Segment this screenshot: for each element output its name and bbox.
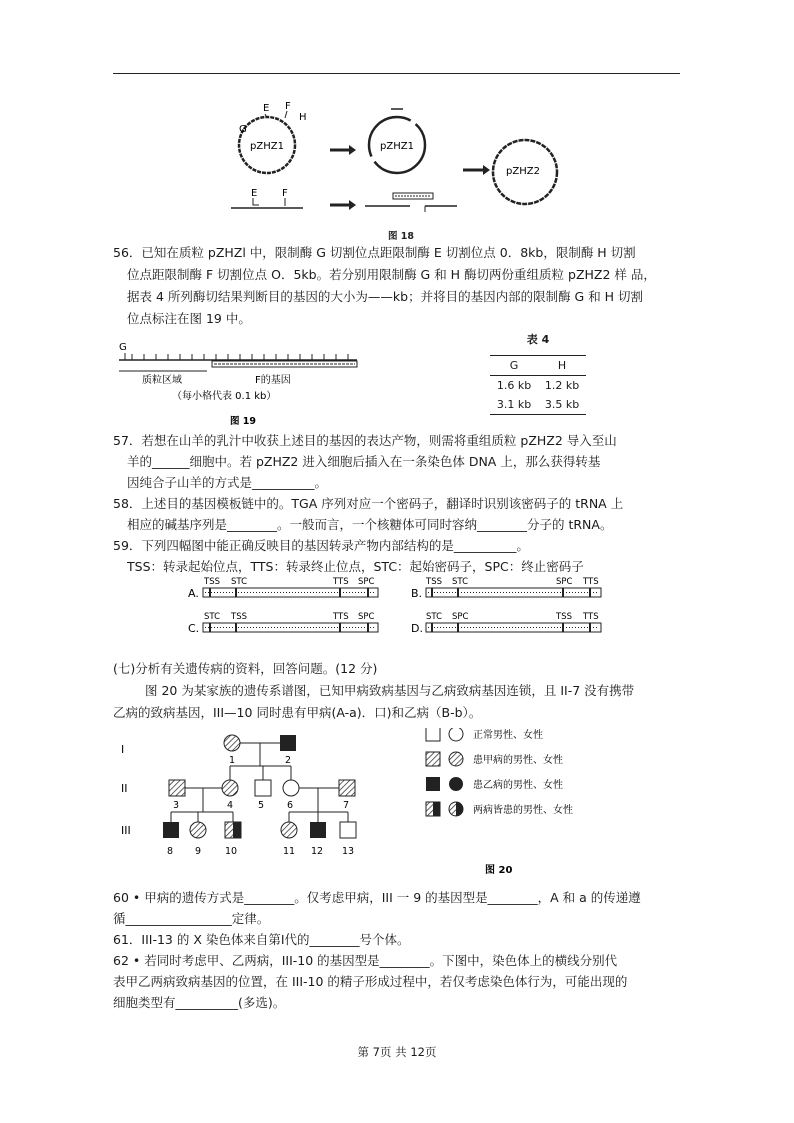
- legend-disease-b: 患乙病的男性、女性: [473, 780, 563, 791]
- plasmid-region-label: 质粒区域: [142, 375, 182, 386]
- svg-text:SPC: SPC: [358, 577, 375, 587]
- header-rule: [113, 73, 680, 74]
- q62-line-2: 表甲乙两病致病基因的位置，在 III-10 的精子形成过程中，若仅考虑染色体行为，可能出现的: [113, 974, 628, 989]
- site-h-label: H: [299, 112, 307, 123]
- generation-iii-label: III: [121, 824, 131, 837]
- q57-line-2: 羊的______细胞中。若 pZHZ2 进入细胞后插入在一条染色体 DNA 上，那么获得转基: [127, 454, 601, 469]
- svg-text:11: 11: [283, 846, 296, 857]
- individual-ii-3: [169, 780, 185, 796]
- site-g-label: G: [239, 124, 247, 135]
- fig19-g-label: G: [119, 342, 127, 353]
- svg-text:TTS: TTS: [583, 612, 599, 622]
- svg-text:TSS: TSS: [426, 577, 442, 587]
- q57-line-1: 57．若想在山羊的乳汁中收获上述目的基因的表达产物，则需将重组质粒 pZHZ2 导入至山: [113, 433, 617, 448]
- svg-text:TSS: TSS: [231, 612, 247, 622]
- q62-line-1: 62 • 若同时考虑甲、乙两病，III-10 的基因型是________。下图中，染色体上的横线分别代: [113, 953, 618, 968]
- svg-text:SPC: SPC: [358, 612, 375, 622]
- svg-text:STC: STC: [204, 612, 221, 622]
- svg-text:6: 6: [287, 800, 294, 811]
- table-4-caption: 表 4: [526, 333, 550, 346]
- svg-text:STC: STC: [231, 577, 248, 587]
- q58-line-1: 58．上述目的基因模板链中的。TGA 序列对应一个密码子，翻译时识别该密码子的 tRNA 上: [113, 496, 624, 511]
- figure-18-caption: 图 18: [388, 231, 415, 242]
- gene-label: F的基因: [255, 375, 291, 386]
- svg-text:13: 13: [342, 846, 355, 857]
- generation-ii-label: II: [121, 782, 128, 795]
- table-cell: 3.1 kb: [496, 398, 532, 411]
- option-c: [188, 612, 378, 635]
- svg-text:STC: STC: [426, 612, 443, 622]
- svg-text:10: 10: [225, 846, 238, 857]
- plasmid-3-label: pZHZ2: [506, 166, 540, 177]
- site-e-label: E: [263, 103, 270, 114]
- q56-line-2: 位点距限制酶 F 切割位点 O．5kb。若分别用限制酶 G 和 H 酶切两份重组质粒 pZHZ2 样 品，: [127, 267, 656, 282]
- svg-text:4: 4: [227, 800, 234, 811]
- svg-text:2: 2: [285, 755, 292, 766]
- individual-ii-7: [339, 780, 355, 796]
- svg-text:STC: STC: [452, 577, 469, 587]
- svg-text:TSS: TSS: [556, 612, 572, 622]
- q59-line-2: TSS：转录起始位点，TTS：转录终止位点，STC：起始密码子，SPC：终止密码子: [127, 559, 584, 574]
- q56-line-4: 位点标注在图 19 中。: [127, 311, 251, 326]
- option-c-letter: C.: [188, 622, 200, 635]
- svg-text:7: 7: [343, 800, 350, 811]
- svg-text:TSS: TSS: [204, 577, 220, 587]
- table-cell: 1.2 kb: [544, 379, 580, 392]
- frag-f-label: F: [282, 188, 288, 199]
- individual-i-2: [280, 735, 296, 751]
- q56-line-3: 据表 4 所列酶切结果判断目的基因的大小为——kb；并将目的基因内部的限制酶 G 和 H 切割: [127, 289, 644, 304]
- q58-line-2: 相应的碱基序列是________。一般而言，一个核糖体可同时容纳________分子的 tRNA。: [127, 517, 613, 532]
- svg-text:12: 12: [311, 846, 324, 857]
- table-row: [490, 395, 586, 414]
- table-header-h: H: [557, 359, 567, 372]
- svg-text:5: 5: [258, 800, 265, 811]
- table-cell: 1.6 kb: [496, 379, 532, 392]
- individual-iii-9: [190, 822, 206, 838]
- q60-line-1: 60 • 甲病的遗传方式是________。仅考虑甲病，III 一 9 的基因型是________，A 和 a 的传递遵: [113, 890, 641, 905]
- section-7-intro-1: 图 20 为某家族的遗传系谱图，已知甲病致病基因与乙病致病基因连锁，且 II-7 没有携带: [145, 683, 635, 698]
- svg-text:1: 1: [229, 755, 236, 766]
- individual-iii-13: [340, 822, 356, 838]
- figure-19: [117, 340, 367, 430]
- individual-iii-12: [310, 822, 326, 838]
- q56-line-1: 56．已知在质粒 pZHZl 中，限制酶 G 切割位点距限制酶 E 切割位点 0．8kb，限制酶 H 切割: [113, 245, 636, 260]
- q59-line-1: 59．下列四幅图中能正确反映目的基因转录产物内部结构的是__________。: [113, 538, 529, 553]
- q57-line-3: 因纯合子山羊的方式是__________。: [127, 475, 328, 490]
- q61-line-1: 61．III-13 的 X 染色体来自第Ⅰ代的________号个体。: [113, 932, 410, 947]
- individual-ii-4: [222, 780, 238, 796]
- section-7-title: (七)分析有关遗传病的资料，回答问题。(12 分): [113, 661, 378, 676]
- individual-iii-11: [281, 822, 297, 838]
- pedigree-legend: [426, 728, 573, 816]
- figure-20-pedigree: [113, 728, 593, 878]
- svg-text:TTS: TTS: [333, 577, 349, 587]
- q62-line-3: 细胞类型有__________(多选)。: [113, 995, 286, 1010]
- figure-18: [225, 100, 565, 225]
- section-7-intro-2: 乙病的致病基因，III—10 同时患有甲病(A-a)．口)和乙病（B-b）。: [113, 705, 482, 720]
- legend-both: 两病皆患的男性、女性: [473, 805, 573, 816]
- table-cell: 3.5 kb: [544, 398, 580, 411]
- figure-20-caption: 图 20: [485, 865, 513, 876]
- individual-iii-8: [163, 822, 179, 838]
- table-4: [490, 331, 586, 415]
- fig19-scale-note: （每小格代表 0.1 kb）: [172, 391, 277, 402]
- option-b: [411, 577, 601, 600]
- legend-disease-a: 患甲病的男性、女性: [473, 755, 563, 766]
- plasmid-2-label: pZHZ1: [380, 141, 414, 152]
- svg-text:SPC: SPC: [556, 577, 573, 587]
- option-a-letter: A.: [188, 587, 199, 600]
- table-header-row: [490, 356, 586, 375]
- legend-normal: 正常男性、女性: [473, 730, 543, 741]
- q59-options: [188, 575, 608, 637]
- table-header-g: G: [509, 359, 519, 372]
- svg-text:3: 3: [173, 800, 180, 811]
- fig19-caption: 图 19: [230, 416, 257, 427]
- ruler-ticks: [132, 354, 348, 360]
- option-b-letter: B.: [411, 587, 423, 600]
- option-a: [188, 577, 378, 600]
- svg-text:TTS: TTS: [583, 577, 599, 587]
- individual-i-1: [224, 735, 240, 751]
- site-f-label: F: [285, 101, 291, 112]
- individual-ii-6: [283, 780, 299, 796]
- table-row: [490, 376, 586, 395]
- plasmid-1-label: pZHZ1: [250, 141, 284, 152]
- page-footer: 第 7页 共 12页: [357, 1045, 437, 1059]
- svg-text:8: 8: [167, 846, 174, 857]
- individual-ii-5: [255, 780, 271, 796]
- svg-text:SPC: SPC: [452, 612, 469, 622]
- generation-i-label: I: [121, 743, 125, 756]
- svg-text:9: 9: [195, 846, 202, 857]
- frag-e-label: E: [251, 188, 258, 199]
- option-d: [411, 612, 601, 635]
- option-d-letter: D.: [411, 622, 423, 635]
- svg-text:TTS: TTS: [333, 612, 349, 622]
- q60-line-2: 循_________________定律。: [113, 911, 270, 926]
